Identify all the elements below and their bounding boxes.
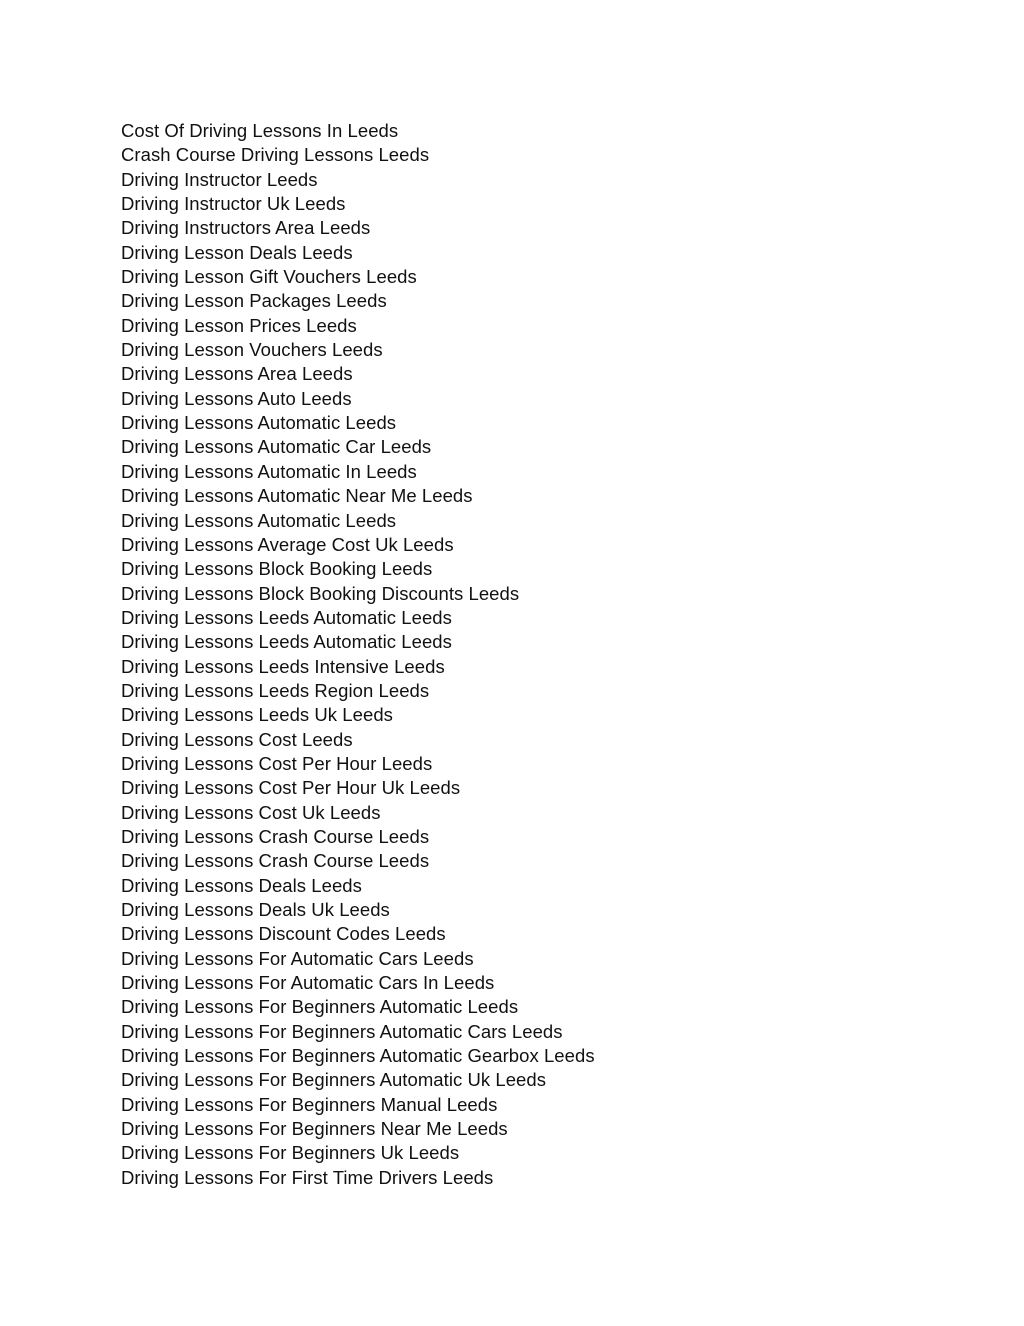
keyword-line: Driving Lessons Automatic Leeds: [121, 412, 397, 434]
keyword-line: Driving Lessons Deals Uk Leeds: [121, 899, 390, 920]
keyword-line: Driving Lessons Leeds Uk Leeds: [121, 704, 393, 726]
keyword-line: Driving Lessons Automatic Car Leeds: [121, 436, 432, 458]
keyword-line: Driving Lessons Cost Per Hour Leeds: [121, 752, 433, 774]
keyword-line: Driving Lessons For Automatic Cars Leeds: [121, 947, 474, 969]
keyword-line: Driving Lesson Packages Leeds: [121, 290, 387, 312]
keyword-line: Driving Lessons Crash Course Leeds: [121, 825, 430, 847]
keyword-line: Driving Lessons Automatic In Leeds: [121, 460, 417, 482]
keyword-line: Driving Lesson Deals Leeds: [121, 241, 353, 263]
keyword-line: Driving Instructors Area Leeds: [121, 217, 371, 239]
keyword-line: Driving Lessons For Beginners Automatic Leeds: [121, 996, 519, 1018]
keyword-line: Driving Lesson Vouchers Leeds: [121, 339, 383, 361]
keyword-line: Driving Lessons Average Cost Uk Leeds: [121, 533, 454, 555]
keyword-line: Driving Lessons Automatic Near Me Leeds: [121, 485, 473, 507]
keyword-line: Driving Lessons Block Booking Discounts Leeds: [121, 582, 520, 604]
keyword-line: Driving Instructor Leeds: [121, 168, 318, 190]
keyword-line: Driving Lessons For Beginners Automatic Uk Leeds: [121, 1069, 547, 1091]
keyword-line: Driving Lessons For Beginners Near Me Leeds: [121, 1118, 508, 1140]
keyword-line: Driving Lessons Area Leeds: [121, 363, 353, 385]
keyword-line: Driving Lessons For First Time Drivers Leeds: [121, 1166, 494, 1188]
keyword-line: Driving Lessons For Beginners Manual Leeds: [121, 1093, 498, 1115]
keyword-line: Driving Lessons For Beginners Uk Leeds: [121, 1142, 460, 1164]
keyword-line: Driving Lessons Leeds Intensive Leeds: [121, 655, 445, 677]
keyword-line: Driving Lessons Leeds Automatic Leeds: [121, 606, 452, 628]
keyword-line: Driving Lessons For Beginners Automatic Gearbox Leeds: [121, 1045, 595, 1067]
keyword-line: Driving Lessons Leeds Automatic Leeds: [121, 631, 452, 653]
keyword-line: Driving Lessons Cost Per Hour Uk Leeds: [121, 777, 461, 799]
keyword-line: Driving Instructor Uk Leeds: [121, 193, 346, 215]
keyword-line: Driving Lesson Prices Leeds: [121, 314, 357, 336]
keyword-line: Driving Lessons Crash Course Leeds: [121, 850, 430, 872]
keyword-line: Cost Of Driving Lessons In Leeds: [121, 120, 399, 141]
keyword-line: Driving Lessons Discount Codes Leeds: [121, 923, 446, 945]
keyword-line: Driving Lesson Gift Vouchers Leeds: [121, 266, 417, 288]
keyword-line: Crash Course Driving Lessons Leeds: [121, 144, 430, 166]
keyword-line: Driving Lessons Cost Uk Leeds: [121, 801, 381, 823]
keyword-line: Driving Lessons For Beginners Automatic Cars Leeds: [121, 1020, 563, 1042]
keyword-line: Driving Lessons Leeds Region Leeds: [121, 679, 430, 701]
keyword-line: Driving Lessons Cost Leeds: [121, 728, 353, 750]
keyword-line: Driving Lessons For Automatic Cars In Leeds: [121, 972, 495, 994]
keyword-line: Driving Lessons Deals Leeds: [121, 874, 362, 896]
keyword-line: Driving Lessons Block Booking Leeds: [121, 558, 433, 580]
keyword-line: Driving Lessons Auto Leeds: [121, 387, 352, 409]
keyword-list: [121, 119, 595, 1190]
keyword-line: Driving Lessons Automatic Leeds: [121, 509, 397, 531]
